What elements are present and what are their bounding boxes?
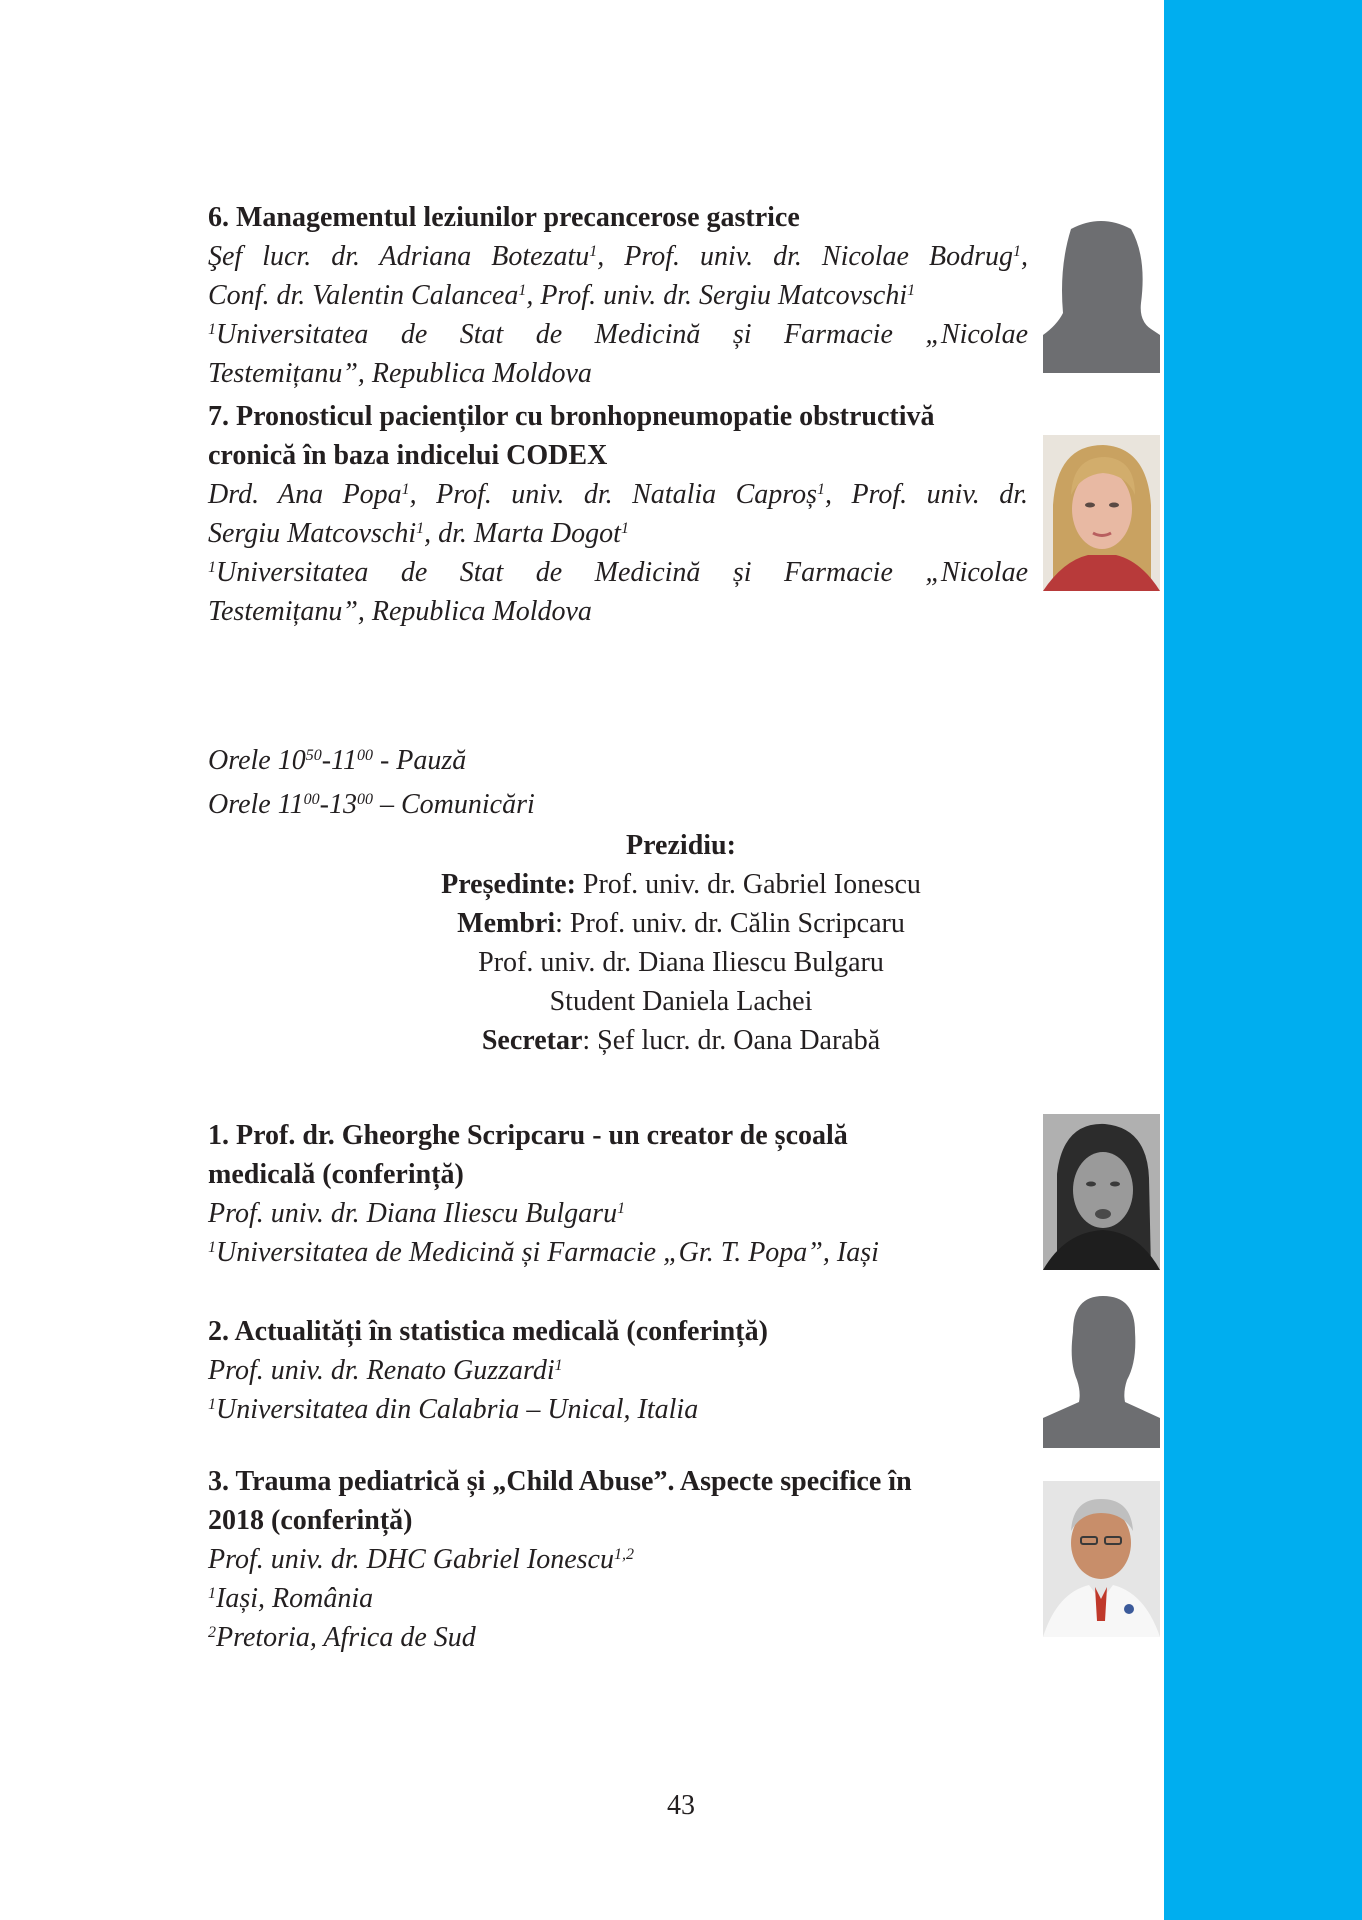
item-affiliation: Testemițanu”, Republica Moldova xyxy=(208,358,592,389)
item-title: cronică în baza indicelui CODEX xyxy=(208,440,608,471)
item-title: 1. Prof. dr. Gheorghe Scripcaru - un creator de școală xyxy=(208,1120,848,1151)
item-affiliation: $^1$Universitatea din Calabria – Unical, Italia xyxy=(208,1394,699,1425)
item-title: 2018 (conferință) xyxy=(208,1505,413,1536)
program-item-3 xyxy=(208,1462,1028,1657)
prezidiu-secretary: Secretar: Șef lucr. dr. Oana Darabă xyxy=(481,1025,881,1056)
prezidiu-president: Președinte: Prof. univ. dr. Gabriel Ionescu xyxy=(441,869,921,900)
side-color-band xyxy=(1164,0,1362,1920)
item-title: 7. Pronosticul pacienților cu bronhopneumopatie obstructivă xyxy=(208,401,935,432)
prezidiu-member: Prof. univ. dr. Diana Iliescu Bulgaru xyxy=(478,947,884,978)
schedule-talks: Orele $11^{00}-13^{00}$ – Comunicări xyxy=(208,789,535,820)
portrait-older-man-photo xyxy=(1043,1481,1160,1637)
prezidiu-member: Student Daniela Lachei xyxy=(549,986,813,1017)
program-item-6 xyxy=(208,198,1028,393)
item-authors: Prof. univ. dr. Renato Guzzardi$^1$ xyxy=(208,1355,563,1386)
program-item-7 xyxy=(208,397,1028,631)
item-authors: Şef lucr. dr. Adriana Botezatu$^1$, Prof. univ. dr. Nicolae Bodrug$^1$, xyxy=(208,241,1028,272)
item-affiliation: Testemițanu”, Republica Moldova xyxy=(208,596,592,627)
item-authors: Sergiu Matcovschi$^1$, dr. Marta Dogot$^1$ xyxy=(208,518,629,549)
item-affiliation: $^1$Universitatea de Stat de Medicină și Farmacie „Nicolae xyxy=(208,319,1028,350)
page-number: 43 xyxy=(667,1790,695,1821)
item-authors: Conf. dr. Valentin Calancea$^1$, Prof. univ. dr. Sergiu Matcovschi$^1$ xyxy=(208,280,916,311)
schedule-pause: Orele $10^{50}-11^{00}$ - Pauză xyxy=(208,745,467,776)
prezidiu xyxy=(208,826,1154,1060)
silhouette-male-photo xyxy=(1043,1292,1160,1448)
portrait-young-woman-photo xyxy=(1043,435,1160,591)
item-affiliation: $^1$Universitatea de Medicină și Farmacie „Gr. T. Popa”, Iași xyxy=(208,1237,879,1268)
silhouette-female-photo xyxy=(1043,217,1160,373)
item-title: 6. Managementul leziunilor precancerose gastrice xyxy=(208,202,800,233)
item-affiliation: $^1$Universitatea de Stat de Medicină și Farmacie „Nicolae xyxy=(208,557,1028,588)
prezidiu-members: Membri: Prof. univ. dr. Călin Scripcaru xyxy=(457,908,905,939)
portrait-woman-bw-photo xyxy=(1043,1114,1160,1270)
item-title: medicală (conferință) xyxy=(208,1159,464,1190)
item-authors: Prof. univ. dr. Diana Iliescu Bulgaru$^1$ xyxy=(208,1198,626,1229)
schedule xyxy=(208,739,1028,827)
item-authors: Drd. Ana Popa$^1$, Prof. univ. dr. Natalia Caproș$^1$, Prof. univ. dr. xyxy=(208,479,1028,510)
item-affiliation: $^2$Pretoria, Africa de Sud xyxy=(208,1622,476,1653)
program-item-2 xyxy=(208,1312,1028,1429)
program-item-1 xyxy=(208,1116,1028,1272)
prezidiu-heading: Prezidiu: xyxy=(626,830,736,861)
item-title: 3. Trauma pediatrică și „Child Abuse”. Aspecte specifice în xyxy=(208,1466,912,1497)
item-title: 2. Actualități în statistica medicală (conferință) xyxy=(208,1316,768,1347)
item-authors: Prof. univ. dr. DHC Gabriel Ionescu$^{1,2}$ xyxy=(208,1544,634,1575)
item-affiliation: $^1$Iași, România xyxy=(208,1583,374,1614)
